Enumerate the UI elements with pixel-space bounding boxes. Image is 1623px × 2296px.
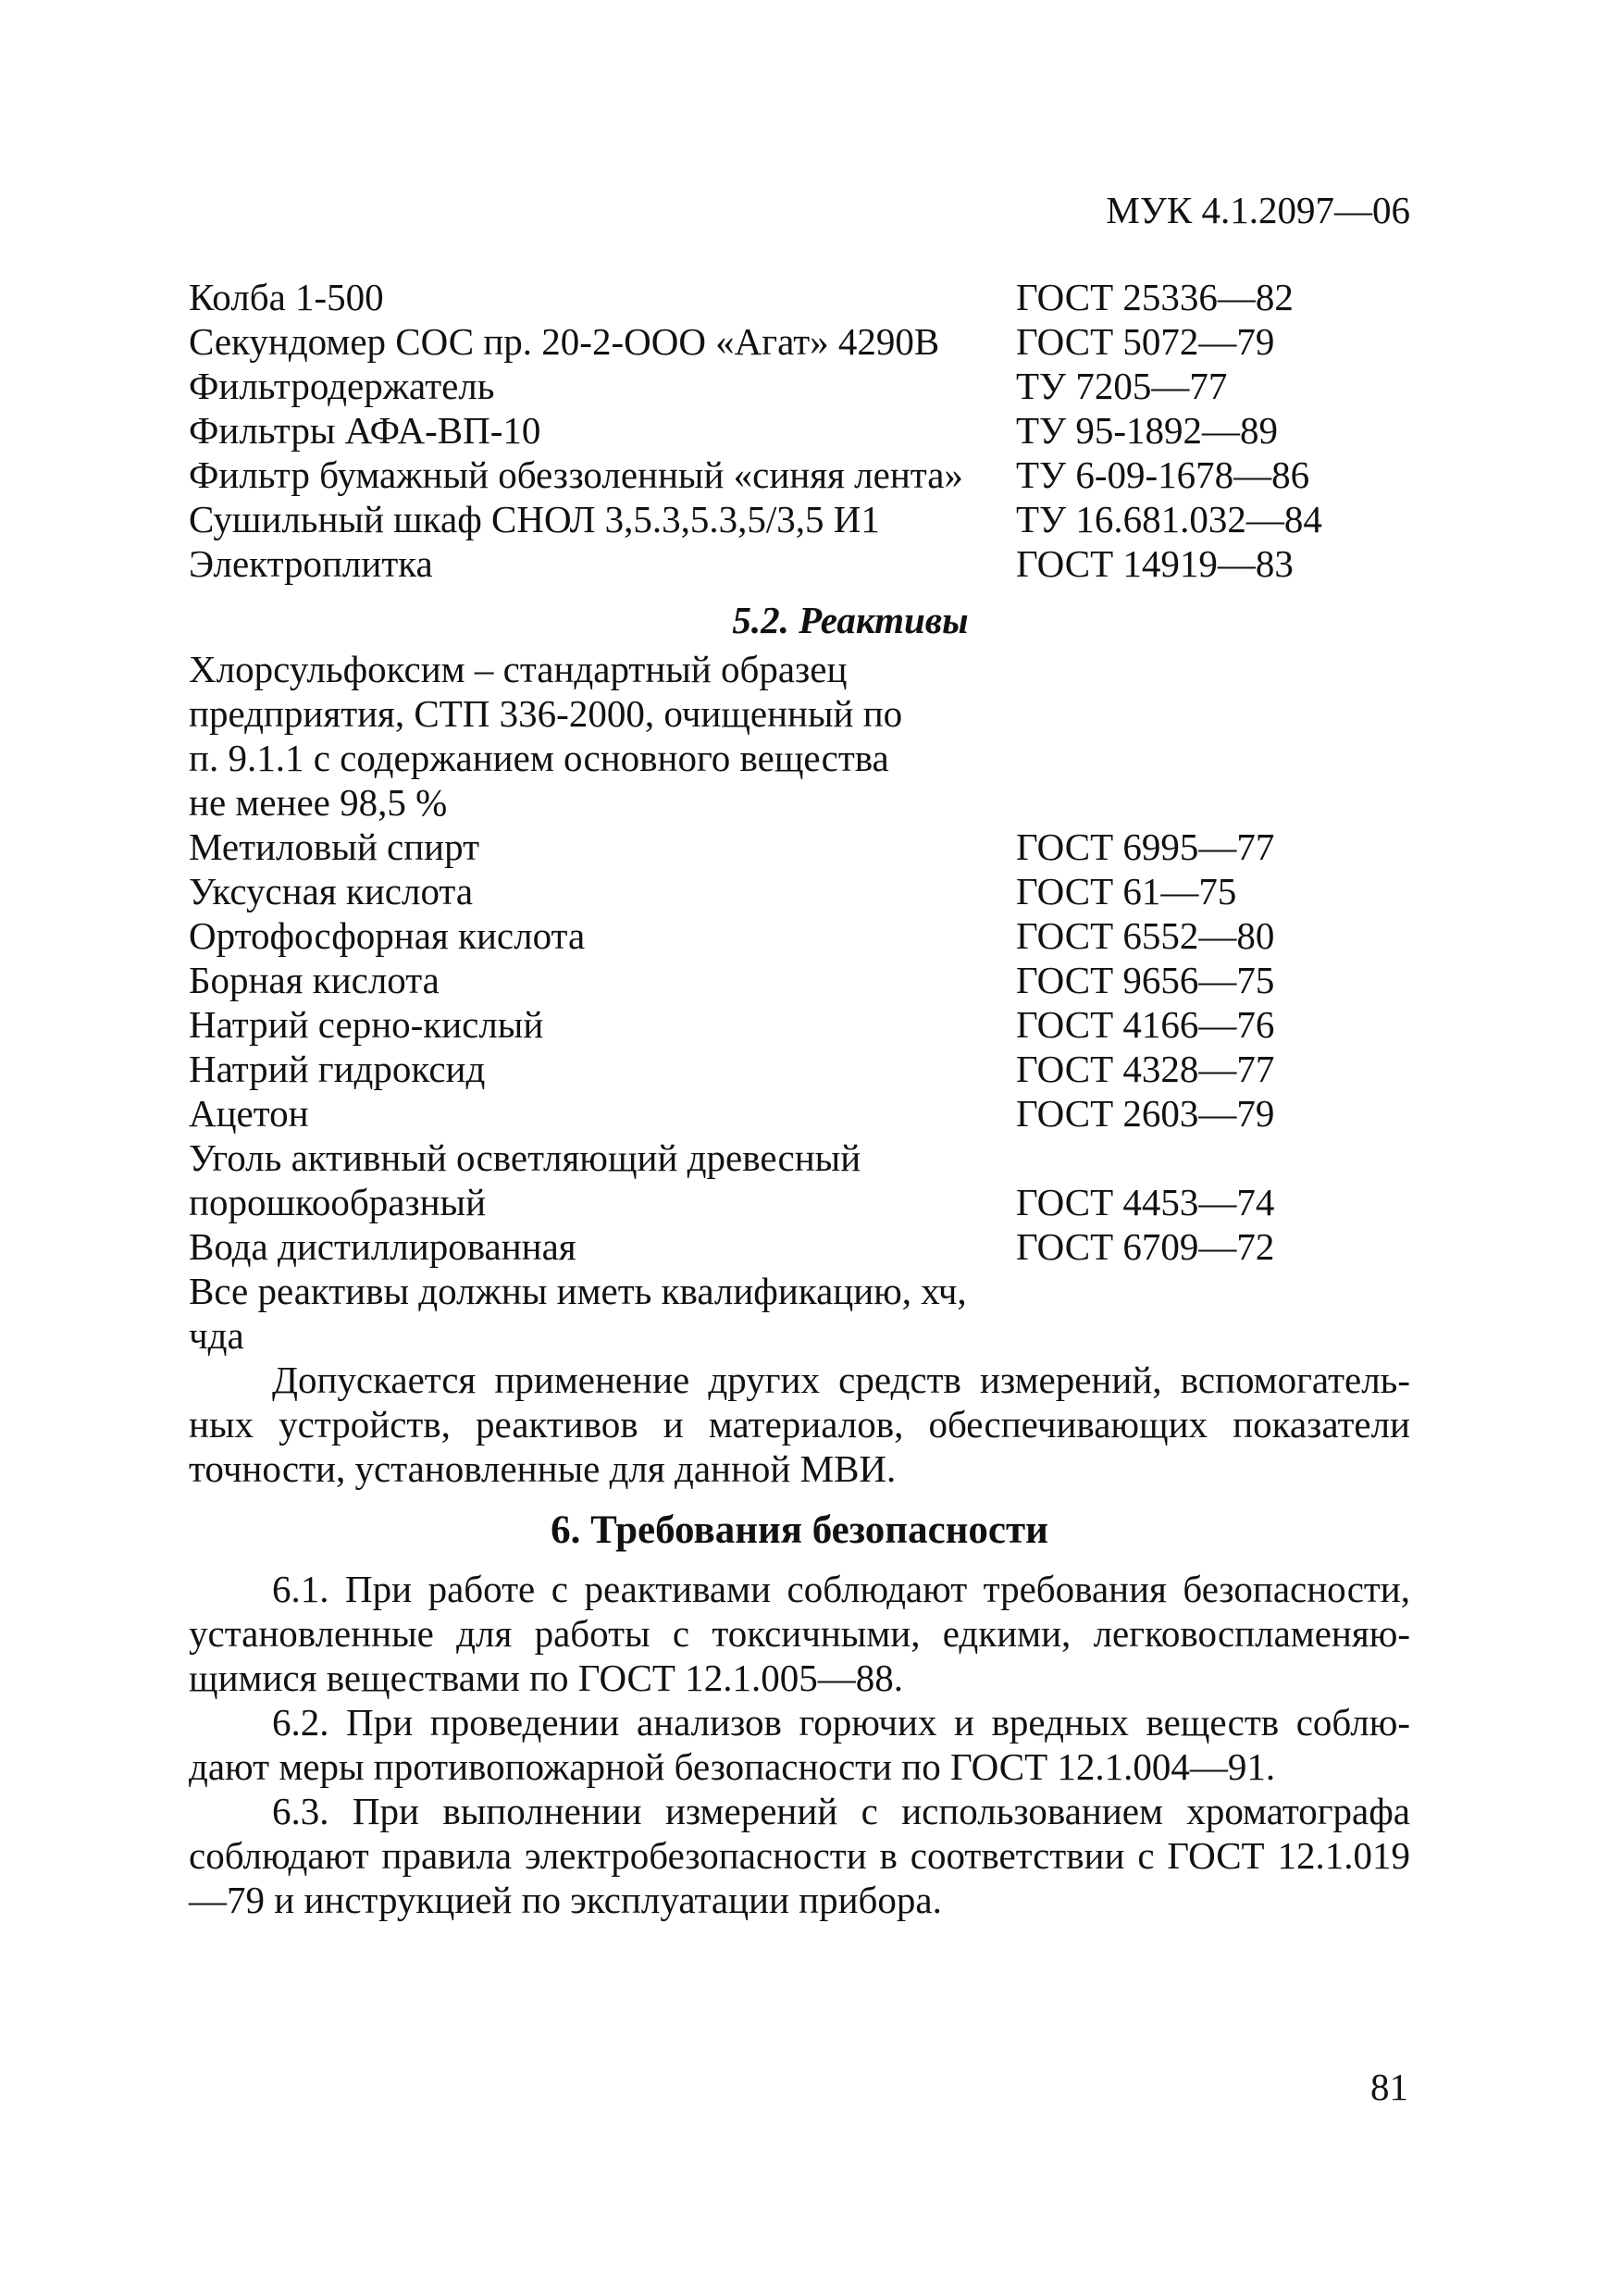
- item-standard: ГОСТ 6709—72: [1016, 1225, 1275, 1268]
- item-standard: ТУ 95-1892—89: [1016, 409, 1278, 452]
- list-item: [189, 913, 1410, 958]
- equipment-list: [189, 275, 1410, 586]
- reagents-list: [189, 647, 1410, 1358]
- item-standard: ГОСТ 4453—74: [1016, 1181, 1275, 1223]
- page-number: 81: [1370, 2066, 1408, 2108]
- list-item: [189, 364, 1410, 408]
- page-content: [189, 275, 1410, 1922]
- item-name: Фильтродержатель: [189, 365, 495, 407]
- list-item: [189, 958, 1410, 1002]
- standard-sample-line: предприятия, СТП 336-2000, очищенный по: [189, 692, 903, 735]
- safety-paragraph: 6.1. При работе с реактивами соблюдают требования безопасности, установленные для работы с токсичными, едкими, легковоспламеняю-щимися веществами по ГОСТ 12.1.005—88.: [189, 1568, 1410, 1699]
- item-name: порошкообразный: [189, 1181, 487, 1223]
- safety-paragraph: 6.3. При выполнении измерений с использованием хроматографа соблюдают правила электробезопасности в соответствии с ГОСТ 12.1.019—79 и инструкцией по эксплуатации прибора.: [189, 1790, 1410, 1921]
- item-standard: ГОСТ 6995—77: [1016, 825, 1275, 868]
- list-item: [189, 497, 1410, 541]
- charcoal-line: Уголь активный осветляющий древесный: [189, 1136, 861, 1179]
- item-name: Натрий серно-кислый: [189, 1003, 544, 1046]
- item-standard: ГОСТ 4328—77: [1016, 1048, 1275, 1090]
- item-name: Натрий гидроксид: [189, 1048, 486, 1090]
- item-standard: ГОСТ 9656—75: [1016, 959, 1275, 1001]
- list-item: [189, 1002, 1410, 1047]
- item-name: Секундомер СОС пр. 20-2-ООО «Агат» 4290В: [189, 320, 940, 363]
- item-standard: ГОСТ 4166—76: [1016, 1003, 1275, 1046]
- item-name: Борная кислота: [189, 959, 440, 1001]
- list-item: [189, 869, 1410, 913]
- item-name: Колба 1-500: [189, 276, 384, 318]
- item-name: Фильтры АФА-ВП-10: [189, 409, 541, 452]
- item-standard: ТУ 6-09-1678—86: [1016, 453, 1310, 496]
- item-name: Ортофосфорная кислота: [189, 914, 586, 957]
- list-item: [189, 1224, 1410, 1269]
- list-item: [189, 1091, 1410, 1136]
- item-name: Электроплитка: [189, 542, 433, 585]
- item-standard: ГОСТ 5072—79: [1016, 320, 1275, 363]
- list-item: [189, 319, 1410, 364]
- list-item: [189, 825, 1410, 869]
- item-name: Сушильный шкаф СНОЛ 3,5.3,5.3,5/3,5 И1: [189, 498, 880, 540]
- item-name: Фильтр бумажный обеззоленный «синяя лента»: [189, 453, 963, 496]
- item-standard: ТУ 16.681.032—84: [1016, 498, 1322, 540]
- safety-section-title: 6. Требования безопасности: [551, 1508, 1048, 1552]
- document-code: МУК 4.1.2097—06: [1106, 189, 1410, 231]
- qualification-line: чда: [189, 1314, 244, 1357]
- list-item: [189, 1180, 1410, 1224]
- qualification-line: Все реактивы должны иметь квалификацию, хч,: [189, 1270, 967, 1312]
- item-name: Метиловый спирт: [189, 825, 479, 868]
- item-name: Уксусная кислота: [189, 870, 474, 912]
- standard-sample-line: Хлорсульфоксим – стандартный образец: [189, 648, 848, 690]
- list-item: [189, 1047, 1410, 1091]
- list-item: [189, 541, 1410, 586]
- item-standard: ГОСТ 6552—80: [1016, 914, 1275, 957]
- substitution-note: Допускается применение других средств измерений, вспомогатель-ных устройств, реактивов и материалов, обеспечивающих показатели точности, установленные для данной МВИ.: [189, 1359, 1410, 1490]
- item-standard: ТУ 7205—77: [1016, 365, 1228, 407]
- list-item: [189, 408, 1410, 453]
- safety-paragraph: 6.2. При проведении анализов горючих и вредных веществ соблю-дают меры противопожарной безопасности по ГОСТ 12.1.004—91.: [189, 1701, 1410, 1788]
- list-item: [189, 453, 1410, 497]
- item-name: Вода дистиллированная: [189, 1225, 576, 1268]
- item-standard: ГОСТ 14919—83: [1016, 542, 1294, 585]
- item-name: Ацетон: [189, 1092, 309, 1135]
- list-item: [189, 275, 1410, 319]
- standard-sample-line: не менее 98,5 %: [189, 781, 448, 824]
- item-standard: ГОСТ 25336—82: [1016, 276, 1294, 318]
- reagents-section-title: 5.2. Реактивы: [732, 599, 969, 641]
- item-standard: ГОСТ 61—75: [1016, 870, 1237, 912]
- item-standard: ГОСТ 2603—79: [1016, 1092, 1275, 1135]
- standard-sample-line: п. 9.1.1 с содержанием основного вещества: [189, 737, 889, 779]
